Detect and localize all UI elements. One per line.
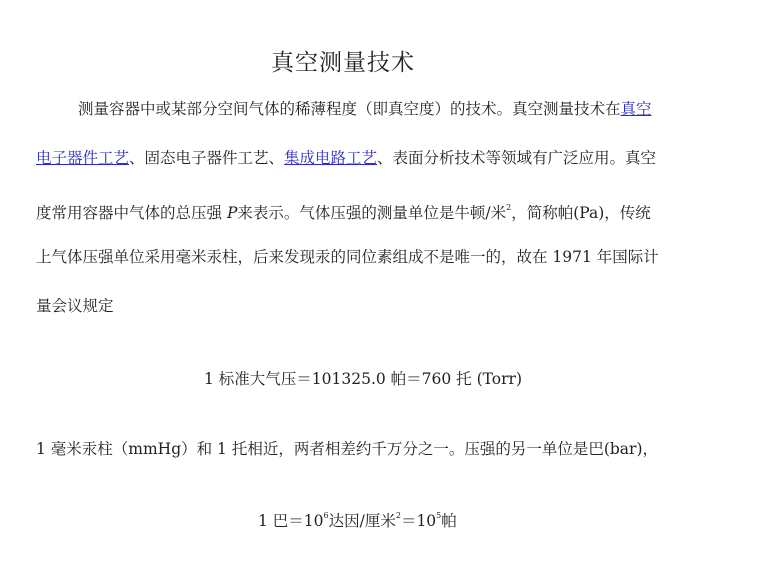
text: 测量容器中或某部分空间气体的稀薄程度（即真空度）的技术。真空测量技术在 <box>78 100 621 118</box>
text: 帕 <box>441 512 457 530</box>
paragraph-line-1 <box>78 98 652 120</box>
text: 1 巴＝10 <box>258 512 324 530</box>
text: 、固态电子器件工艺、 <box>129 149 285 167</box>
text: 、表面分析技术等领域有广泛应用。真空 <box>377 149 657 167</box>
paragraph-2: 1 毫米汞柱（mmHg）和 1 托相近，两者相差约千万分之一。压强的另一单位是巴(bar)， <box>36 440 659 458</box>
superscript: 2 <box>506 203 512 212</box>
superscript: 6 <box>323 511 329 520</box>
text: ，简称帕(Pa)，传统 <box>511 204 651 222</box>
text: ＝10 <box>400 512 437 530</box>
superscript: 2 <box>395 511 401 520</box>
text: 度常用容器中气体的总压强 <box>36 204 227 222</box>
equation-bar <box>258 509 457 531</box>
link-vacuum[interactable]: 真空 <box>620 100 652 118</box>
page-title: 真空测量技术 <box>271 50 415 76</box>
equation-atmosphere: 1 标准大气压＝101325.0 帕＝760 托 (Torr) <box>204 370 522 388</box>
superscript: 5 <box>436 511 442 520</box>
paragraph-line-3 <box>36 197 651 224</box>
link-integrated-circuit-process[interactable]: 集成电路工艺 <box>284 149 378 167</box>
text: 达因/厘米 <box>328 512 396 530</box>
link-electron-device-process[interactable]: 电子器件工艺 <box>36 149 130 167</box>
paragraph-line-2 <box>36 147 656 169</box>
text: 来表示。气体压强的测量单位是牛顿/米 <box>237 204 507 222</box>
paragraph-line-4: 上气体压强单位采用毫米汞柱，后来发现汞的同位素组成不是唯一的，故在 1971 年国际计 <box>36 248 659 266</box>
pressure-symbol: P <box>226 204 238 222</box>
paragraph-line-5: 量会议规定 <box>36 297 114 315</box>
